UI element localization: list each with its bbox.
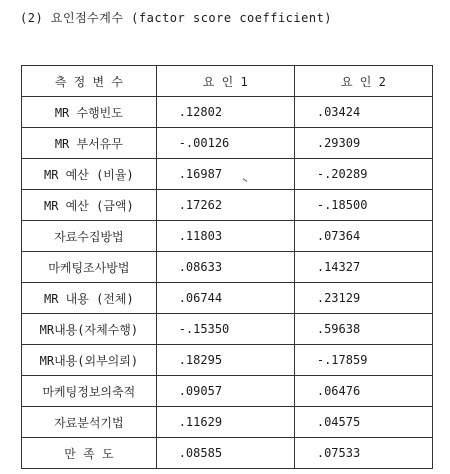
variable-name-cell: MR 부서유무 (22, 128, 157, 159)
variable-name-cell: MR 예산 (비율) (22, 159, 157, 190)
table-row (22, 252, 433, 283)
variable-name-cell: 마케팅조사방법 (22, 252, 157, 283)
factor-2-cell: .06476 (294, 376, 432, 407)
table-caption: (2) 요인점수계수 (factor score coefficient) (20, 11, 333, 25)
factor-2-cell: .59638 (294, 314, 432, 345)
variable-name-cell: MR내용(자체수행) (22, 314, 157, 345)
variable-name-cell: MR 예산 (금액) (22, 190, 157, 221)
factor-1-cell: .06744 (156, 283, 294, 314)
table-row (22, 190, 433, 221)
table-row (22, 345, 433, 376)
factor-1-cell: .11629 (156, 407, 294, 438)
factor-2-cell: -.20289 (294, 159, 432, 190)
factor-1-cell: .08633 (156, 252, 294, 283)
table-row (22, 376, 433, 407)
header-factor-1: 요 인 1 (156, 66, 294, 97)
factor-1-cell: .08585 (156, 438, 294, 469)
factor-2-cell: .03424 (294, 97, 432, 128)
variable-name-cell: MR 내용 (전체) (22, 283, 157, 314)
factor-2-cell: .07364 (294, 221, 432, 252)
table-body (22, 97, 433, 469)
factor-1-cell: .11803 (156, 221, 294, 252)
factor-1-cell: -.15350 (156, 314, 294, 345)
header-factor-2: 요 인 2 (294, 66, 432, 97)
table-row (22, 128, 433, 159)
table-row (22, 221, 433, 252)
table-row (22, 438, 433, 469)
table-header-row (22, 66, 433, 97)
factor-1-cell: -.00126 (156, 128, 294, 159)
variable-name-cell: MR 수행빈도 (22, 97, 157, 128)
factor-1-cell: .17262 (156, 190, 294, 221)
factor-2-cell: .04575 (294, 407, 432, 438)
table-row (22, 314, 433, 345)
factor-2-cell: -.18500 (294, 190, 432, 221)
variable-name-cell: 자료수집방법 (22, 221, 157, 252)
factor-2-cell: .14327 (294, 252, 432, 283)
factor-1-cell: .18295 (156, 345, 294, 376)
factor-2-cell: .23129 (294, 283, 432, 314)
table-row (22, 283, 433, 314)
table-row (22, 407, 433, 438)
variable-name-cell: 만 족 도 (22, 438, 157, 469)
factor-2-cell: -.17859 (294, 345, 432, 376)
factor-1-cell: .16987 (156, 159, 294, 190)
table-row (22, 159, 433, 190)
factor-score-table (21, 65, 433, 469)
variable-name-cell: 마케팅정보의축적 (22, 376, 157, 407)
factor-1-cell: .12802 (156, 97, 294, 128)
factor-2-cell: .29309 (294, 128, 432, 159)
header-variable: 측 정 변 수 (22, 66, 157, 97)
factor-1-cell: .09057 (156, 376, 294, 407)
variable-name-cell: MR내용(외부의뢰) (22, 345, 157, 376)
table-row (22, 97, 433, 128)
factor-2-cell: .07533 (294, 438, 432, 469)
variable-name-cell: 자료분석기법 (22, 407, 157, 438)
